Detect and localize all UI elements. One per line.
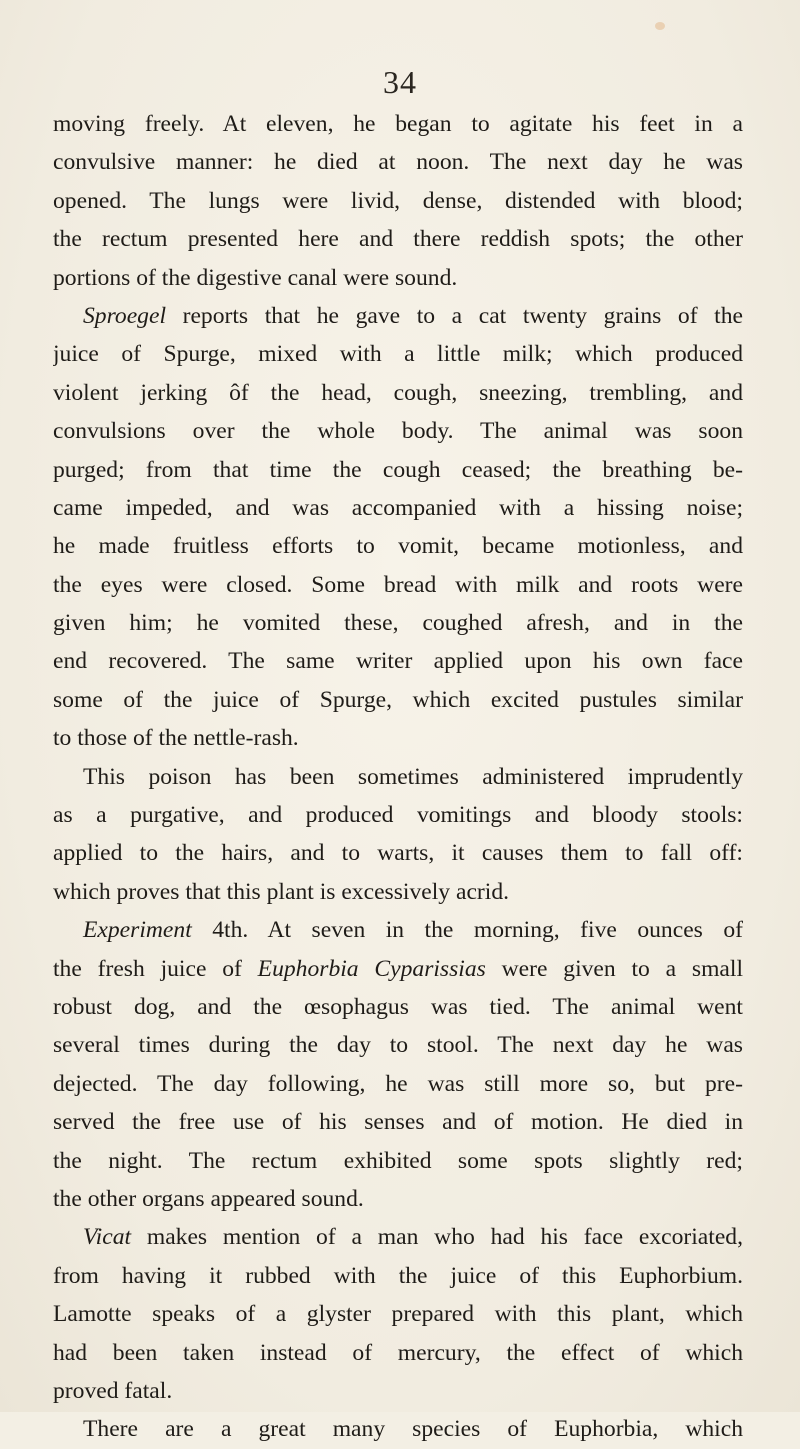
text-line: came impeded, and was accompanied with a hissing noise; bbox=[53, 494, 743, 521]
text-line: Sproegel reports that he gave to a cat twenty grains of the bbox=[83, 302, 743, 329]
text-line: This poison has been sometimes administered imprudently bbox=[83, 763, 743, 790]
author-name: Sproegel bbox=[83, 302, 166, 329]
text-line: robust dog, and the œsophagus was tied. The animal went bbox=[53, 993, 743, 1020]
text-line: had been taken instead of mercury, the effect of which bbox=[53, 1339, 743, 1366]
text-line: violent jerking ôf the head, cough, sneezing, trembling, and bbox=[53, 379, 743, 406]
species-name: Euphorbia Cyparissias bbox=[257, 955, 486, 982]
text-line: he made fruitless efforts to vomit, became motionless, and bbox=[53, 533, 743, 560]
text-line: convulsive manner: he died at noon. The next day he was bbox=[53, 149, 743, 176]
text-line: the night. The rectum exhibited some spots slightly red; bbox=[53, 1147, 743, 1174]
text-line: served the free use of his senses and of motion. He died in bbox=[53, 1109, 743, 1136]
text-line: purged; from that time the cough ceased; the breathing be- bbox=[53, 456, 743, 483]
text-line: opened. The lungs were livid, dense, distended with blood; bbox=[53, 187, 743, 214]
text-line: several times during the day to stool. The next day he was bbox=[53, 1032, 743, 1059]
text-line: portions of the digestive canal were sound. bbox=[53, 264, 458, 291]
text-line: moving freely. At eleven, he began to agitate his feet in a bbox=[53, 111, 743, 137]
text-line: from having it rubbed with the juice of this Euphorbium. bbox=[53, 1262, 743, 1289]
text-line: given him; he vomited these, coughed afresh, and in the bbox=[53, 610, 743, 637]
section-label: Experiment bbox=[83, 917, 192, 944]
text-line: Lamotte speaks of a glyster prepared with this plant, which bbox=[53, 1301, 743, 1328]
text-line: convulsions over the whole body. The animal was soon bbox=[53, 418, 743, 445]
paper-stain bbox=[655, 22, 665, 30]
text-line: Experiment 4th. At seven in the morning, five ounces of bbox=[83, 917, 743, 944]
body-text bbox=[53, 105, 743, 1449]
page-number: 34 bbox=[383, 64, 417, 100]
text-line: Vicat makes mention of a man who had his face excoriated, bbox=[83, 1224, 743, 1251]
text-line: There are a great many species of Euphorbia, which bbox=[83, 1416, 743, 1443]
text-line: some of the juice of Spurge, which excited pustules similar bbox=[53, 686, 743, 713]
text-line: the fresh juice of Euphorbia Cyparissias were given to a small bbox=[53, 955, 743, 982]
text-line: as a purgative, and produced vomitings and bloody stools: bbox=[53, 802, 743, 829]
text-line: the other organs appeared sound. bbox=[53, 1185, 364, 1212]
text-line: to those of the nettle-rash. bbox=[53, 725, 299, 752]
text-line: the eyes were closed. Some bread with milk and roots were bbox=[53, 571, 743, 598]
text-line: proved fatal. bbox=[53, 1377, 173, 1404]
text-line: which proves that this plant is excessively acrid. bbox=[53, 878, 510, 905]
text-line: dejected. The day following, he was still more so, but pre- bbox=[53, 1070, 743, 1097]
text-line: end recovered. The same writer applied upon his own face bbox=[53, 648, 743, 675]
text-line: applied to the hairs, and to warts, it causes them to fall off: bbox=[53, 840, 743, 867]
text-line: the rectum presented here and there reddish spots; the other bbox=[53, 226, 743, 253]
text-line: juice of Spurge, mixed with a little milk; which produced bbox=[53, 341, 743, 368]
author-name: Vicat bbox=[83, 1224, 132, 1251]
